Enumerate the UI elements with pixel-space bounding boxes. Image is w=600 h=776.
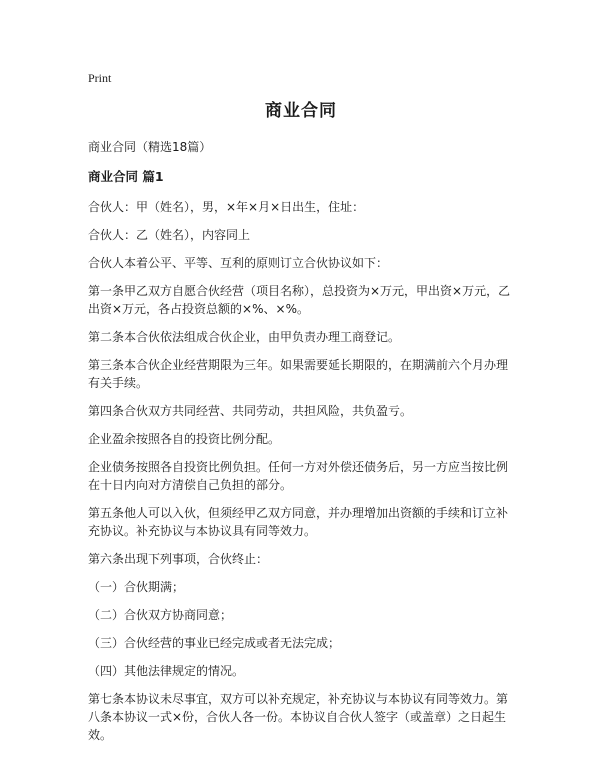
list-item: （二）合伙双方协商同意； (88, 608, 233, 622)
paragraph: 第三条本合伙企业经营期限为三年。如果需要延长期限的，在期满前六个月办理有关手续。 (88, 358, 509, 390)
paragraph: 第一条甲乙双方自愿合伙经营（项目名称），总投资为×万元，甲出资×万元，乙出资×万元，各占投资总额的×%、×%。 (88, 284, 511, 316)
document-subtitle: 商业合同（精选18篇） (88, 140, 212, 154)
paragraph: 第二条本合伙依法组成合伙企业，由甲负责办理工商登记。 (88, 330, 401, 344)
paragraph: 企业债务按照各自投资比例负担。任何一方对外偿还债务后，另一方应当按比例在十日内向对方清偿自己负担的部分。 (88, 460, 509, 492)
print-link[interactable]: Print (88, 71, 112, 85)
list-item: （三）合伙经营的事业已经完成或者无法完成； (88, 636, 341, 650)
paragraph: 第六条出现下列事项，合伙终止： (88, 552, 269, 566)
section-heading: 商业合同 篇1 (88, 169, 164, 184)
paragraph: 企业盈余按照各自的投资比例分配。 (88, 432, 281, 446)
list-item: （一）合伙期满； (88, 580, 185, 594)
paragraph: 合伙人：乙（姓名），内容同上 (88, 228, 251, 242)
paragraph: 合伙人：甲（姓名），男，×年×月×日出生，住址： (88, 200, 365, 214)
list-item: （四）其他法律规定的情况。 (88, 664, 245, 678)
paragraph: 合伙人本着公平、平等、互利的原则订立合伙协议如下： (88, 256, 389, 270)
document-title: 商业合同 (265, 101, 337, 121)
paragraph: 第四条合伙双方共同经营、共同劳动，共担风险，共负盈亏。 (88, 404, 413, 418)
paragraph: 第七条本协议未尽事宜，双方可以补充规定，补充协议与本协议有同等效力。第八条本协议一式×份，合伙人各一份。本协议自合伙人签字（或盖章）之日起生效。 (88, 692, 509, 742)
paragraph: 第五条他人可以入伙，但须经甲乙双方同意，并办理增加出资额的手续和订立补充协议。补充协议与本协议具有同等效力。 (88, 506, 509, 538)
